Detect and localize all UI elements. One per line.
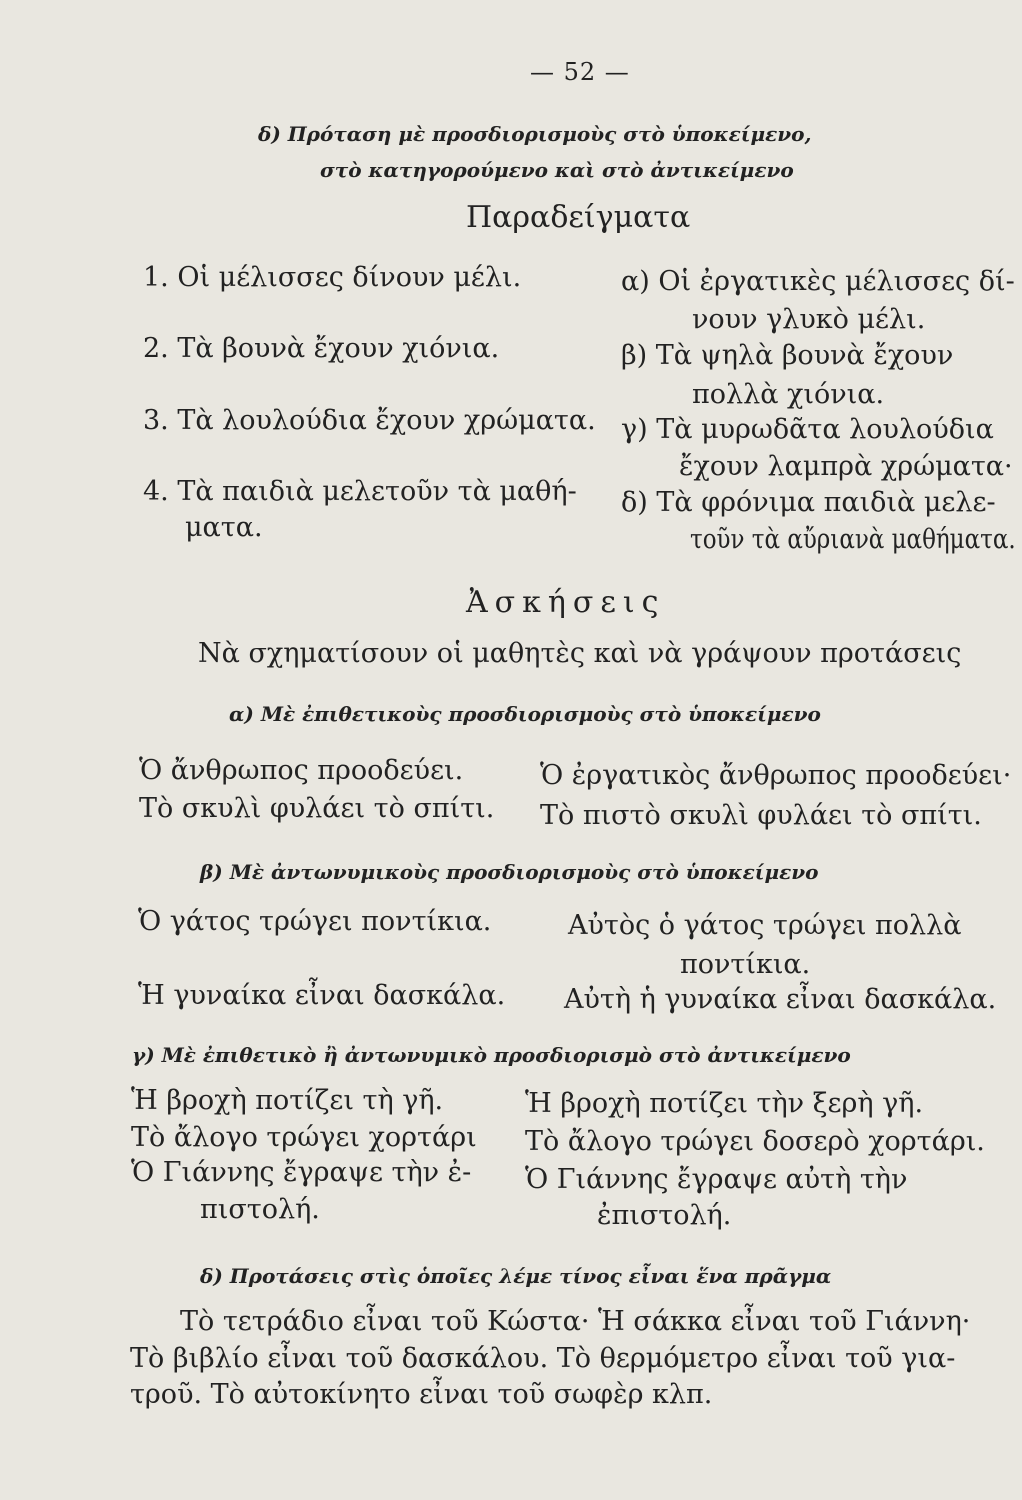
example-right-c-cont: ἔχουν λαμπρὰ χρώματα· <box>679 451 1013 482</box>
exercise-c-right-1: Ἡ βροχὴ ποτίζει τὴν ξερὴ γῆ. <box>525 1088 924 1119</box>
exercise-c-left-1: Ἡ βροχὴ ποτίζει τὴ γῆ. <box>131 1085 444 1116</box>
example-right-a: α) Οἱ ἐργατικὲς μέλισσες δί- <box>621 266 1015 297</box>
exercise-d-title: δ) Προτάσεις στὶς ὁποῖες λέμε τίνος εἶναι ἕνα πρᾶγμα <box>200 1264 832 1288</box>
example-right-a-cont: νουν γλυκὸ μέλι. <box>692 304 926 335</box>
exercise-b-left-2: Ἡ γυναίκα εἶναι δασκάλα. <box>138 980 506 1011</box>
exercise-c-left-2: Τὸ ἄλογο τρώγει χορτάρι <box>131 1122 477 1153</box>
exercises-intro: Νὰ σχηματίσουν οἱ μαθητὲς καὶ νὰ γράψουν προτάσεις <box>198 638 962 669</box>
exercise-b-right-1: Αὐτὸς ὁ γάτος τρώγει πολλὰ <box>568 910 962 941</box>
example-right-d: δ) Τὰ φρόνιμα παιδιὰ μελε- <box>621 487 996 518</box>
exercise-d-line-2: Τὸ βιβλίο εἶναι τοῦ δασκάλου. Τὸ θερμόμετρο εἶναι τοῦ για- <box>130 1343 956 1374</box>
page-number: — 52 — <box>530 58 630 86</box>
exercise-b-title: β) Μὲ ἀντωνυμικοὺς προσδιορισμοὺς στὸ ὑποκείμενο <box>200 860 819 884</box>
example-left-2: 2. Τὰ βουνὰ ἔχουν χιόνια. <box>143 333 500 364</box>
exercise-a-right-2: Τὸ πιστὸ σκυλὶ φυλάει τὸ σπίτι. <box>540 800 982 831</box>
example-left-4: 4. Τὰ παιδιὰ μελετοῦν τὰ μαθή- <box>143 476 577 507</box>
exercise-a-left-1: Ὁ ἄνθρωπος προοδεύει. <box>139 755 464 786</box>
exercise-a-left-2: Τὸ σκυλὶ φυλάει τὸ σπίτι. <box>139 793 495 824</box>
exercise-c-right-3-cont: ἐπιστολή. <box>597 1200 732 1231</box>
exercise-c-left-3: Ὁ Γιάννης ἔγραψε τὴν ἐ- <box>131 1157 472 1188</box>
exercise-b-left-1: Ὁ γάτος τρώγει ποντίκια. <box>138 906 492 937</box>
example-left-3: 3. Τὰ λουλούδια ἔχουν χρώματα. <box>143 405 596 436</box>
example-right-b: β) Τὰ ψηλὰ βουνὰ ἔχουν <box>621 340 954 371</box>
exercise-d-line-1: Τὸ τετράδιο εἶναι τοῦ Κώστα· Ἡ σάκκα εἶναι τοῦ Γιάννη· <box>180 1306 971 1337</box>
example-right-c: γ) Τὰ μυρωδᾶτα λουλούδια <box>621 414 994 445</box>
section-d-title-line2: στὸ κατηγορούμενο καὶ στὸ ἀντικείμενο <box>320 158 794 182</box>
example-right-b-cont: πολλὰ χιόνια. <box>692 379 885 410</box>
exercise-a-title: α) Μὲ ἐπιθετικοὺς προσδιορισμοὺς στὸ ὑποκείμενο <box>229 702 821 726</box>
exercise-c-right-3: Ὁ Γιάννης ἔγραψε αὐτὴ τὴν <box>525 1164 908 1195</box>
exercise-c-left-3-cont: πιστολή. <box>200 1194 320 1225</box>
exercises-heading: Ἀσκήσεις <box>466 585 666 620</box>
exercise-c-title: γ) Μὲ ἐπιθετικὸ ἢ ἀντωνυμικὸ προσδιορισμὸ στὸ ἀντικείμενο <box>132 1043 851 1067</box>
example-right-d-cont: τοῦν τὰ αὔριανὰ μαθήματα. <box>690 524 1016 555</box>
example-left-1: 1. Οἱ μέλισσες δίνουν μέλι. <box>143 262 522 293</box>
example-left-4-cont: ματα. <box>185 512 263 543</box>
exercise-b-right-1-cont: ποντίκια. <box>680 949 811 980</box>
exercise-b-right-2: Αὐτὴ ἡ γυναίκα εἶναι δασκάλα. <box>564 984 997 1015</box>
exercise-c-right-2: Τὸ ἄλογο τρώγει δοσερὸ χορτάρι. <box>525 1126 985 1157</box>
exercise-a-right-1: Ὁ ἐργατικὸς ἄνθρωπος προοδεύει· <box>540 760 1012 791</box>
section-d-title-line1: δ) Πρόταση μὲ προσδιορισμοὺς στὸ ὑποκείμενο, <box>258 122 812 146</box>
examples-heading: Παραδείγματα <box>466 200 691 235</box>
exercise-d-line-3: τροῦ. Τὸ αὐτοκίνητο εἶναι τοῦ σωφὲρ κλπ. <box>130 1379 713 1410</box>
